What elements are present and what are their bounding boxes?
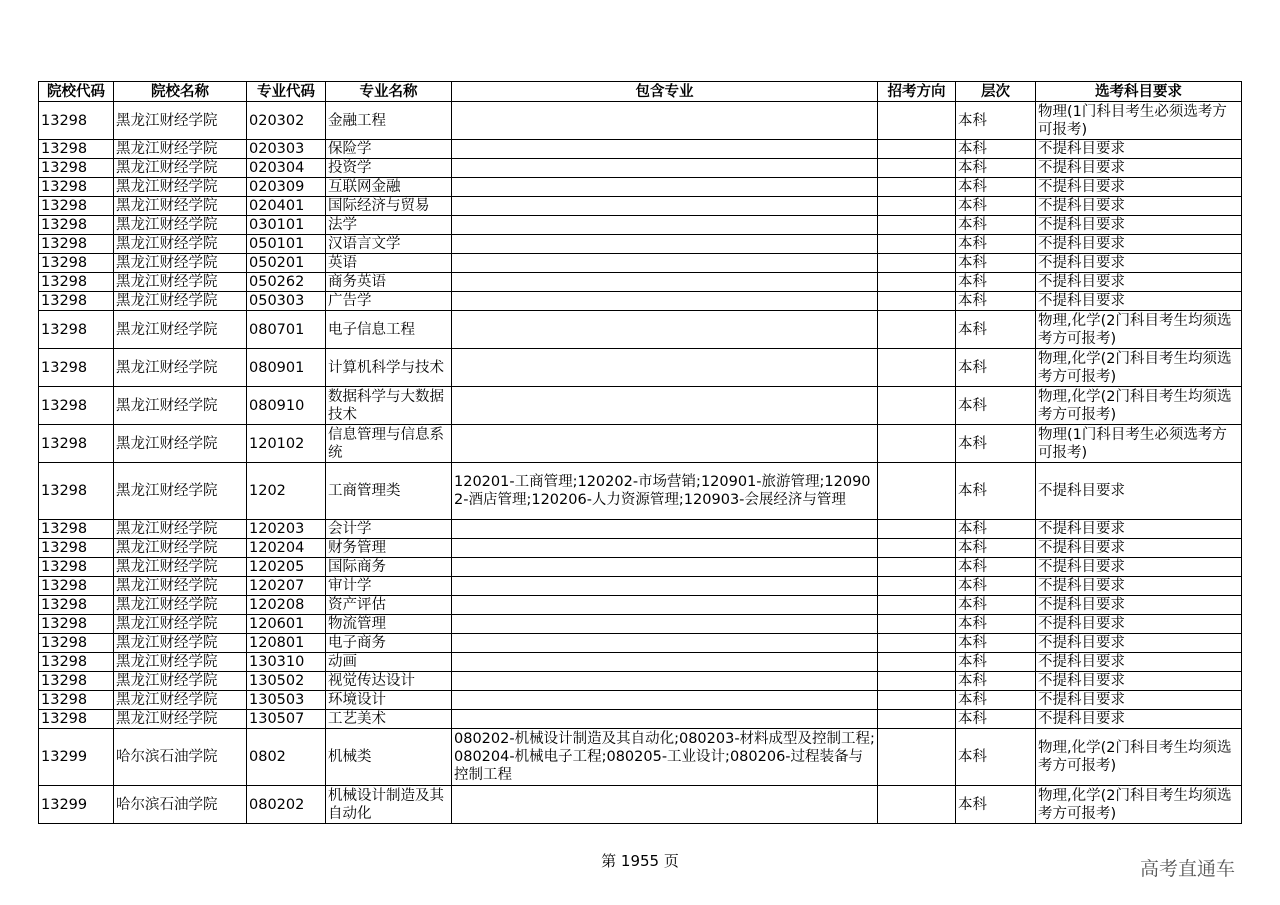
cell-level: 本科 — [956, 634, 1036, 653]
cell-major-name: 投资学 — [326, 159, 452, 178]
cell-included-majors — [452, 672, 878, 691]
cell-major-code: 130502 — [247, 672, 326, 691]
cell-major-name: 互联网金融 — [326, 178, 452, 197]
cell-direction — [878, 311, 956, 349]
cell-subject-requirement: 不提科目要求 — [1036, 273, 1242, 292]
cell-level: 本科 — [956, 577, 1036, 596]
cell-major-name: 信息管理与信息系统 — [326, 425, 452, 463]
cell-school-name: 黑龙江财经学院 — [114, 178, 247, 197]
cell-level: 本科 — [956, 786, 1036, 824]
cell-direction — [878, 159, 956, 178]
header-level: 层次 — [956, 82, 1036, 102]
cell-direction — [878, 235, 956, 254]
cell-major-code: 080202 — [247, 786, 326, 824]
cell-included-majors — [452, 387, 878, 425]
cell-major-name: 保险学 — [326, 140, 452, 159]
cell-subject-requirement: 物理,化学(2门科目考生均须选考方可报考) — [1036, 349, 1242, 387]
table-row — [39, 159, 1242, 178]
table-row — [39, 615, 1242, 634]
table-row — [39, 710, 1242, 729]
cell-major-code: 0802 — [247, 729, 326, 786]
cell-school-name: 黑龙江财经学院 — [114, 273, 247, 292]
cell-school-code: 13298 — [39, 520, 114, 539]
cell-level: 本科 — [956, 596, 1036, 615]
cell-subject-requirement: 不提科目要求 — [1036, 691, 1242, 710]
cell-subject-requirement: 不提科目要求 — [1036, 634, 1242, 653]
table-row — [39, 558, 1242, 577]
table-row — [39, 349, 1242, 387]
cell-included-majors — [452, 596, 878, 615]
cell-included-majors — [452, 349, 878, 387]
cell-level: 本科 — [956, 691, 1036, 710]
cell-level: 本科 — [956, 292, 1036, 311]
table-row — [39, 729, 1242, 786]
table-row — [39, 786, 1242, 824]
cell-included-majors — [452, 691, 878, 710]
cell-major-name: 审计学 — [326, 577, 452, 596]
cell-school-code: 13298 — [39, 254, 114, 273]
cell-school-name: 黑龙江财经学院 — [114, 102, 247, 140]
cell-major-name: 汉语言文学 — [326, 235, 452, 254]
header-subject-requirement: 选考科目要求 — [1036, 82, 1242, 102]
header-direction: 招考方向 — [878, 82, 956, 102]
table-row — [39, 102, 1242, 140]
cell-subject-requirement: 不提科目要求 — [1036, 463, 1242, 520]
table-row — [39, 520, 1242, 539]
cell-direction — [878, 216, 956, 235]
cell-level: 本科 — [956, 615, 1036, 634]
header-major-code: 专业代码 — [247, 82, 326, 102]
cell-direction — [878, 520, 956, 539]
cell-level: 本科 — [956, 178, 1036, 197]
table-row — [39, 577, 1242, 596]
cell-school-code: 13299 — [39, 729, 114, 786]
cell-level: 本科 — [956, 539, 1036, 558]
cell-school-code: 13298 — [39, 140, 114, 159]
cell-direction — [878, 558, 956, 577]
cell-major-code: 120801 — [247, 634, 326, 653]
cell-major-name: 商务英语 — [326, 273, 452, 292]
cell-major-code: 120203 — [247, 520, 326, 539]
cell-included-majors — [452, 615, 878, 634]
cell-major-code: 120102 — [247, 425, 326, 463]
cell-major-code: 130507 — [247, 710, 326, 729]
cell-included-majors — [452, 710, 878, 729]
cell-direction — [878, 577, 956, 596]
table-body — [39, 102, 1242, 824]
cell-included-majors — [452, 178, 878, 197]
cell-level: 本科 — [956, 425, 1036, 463]
cell-level: 本科 — [956, 520, 1036, 539]
cell-included-majors — [452, 273, 878, 292]
cell-school-name: 黑龙江财经学院 — [114, 387, 247, 425]
cell-school-code: 13298 — [39, 691, 114, 710]
header-major-name: 专业名称 — [326, 82, 452, 102]
table-row — [39, 197, 1242, 216]
cell-subject-requirement: 不提科目要求 — [1036, 596, 1242, 615]
page-number: 第 1955 页 — [601, 852, 679, 870]
cell-school-name: 黑龙江财经学院 — [114, 349, 247, 387]
admission-table — [38, 81, 1242, 824]
cell-major-name: 电子信息工程 — [326, 311, 452, 349]
cell-major-code: 050101 — [247, 235, 326, 254]
cell-major-code: 050201 — [247, 254, 326, 273]
cell-major-name: 物流管理 — [326, 615, 452, 634]
table-row — [39, 140, 1242, 159]
cell-level: 本科 — [956, 102, 1036, 140]
cell-subject-requirement: 物理,化学(2门科目考生均须选考方可报考) — [1036, 311, 1242, 349]
cell-major-code: 050262 — [247, 273, 326, 292]
cell-direction — [878, 634, 956, 653]
cell-direction — [878, 140, 956, 159]
cell-direction — [878, 292, 956, 311]
cell-included-majors — [452, 653, 878, 672]
cell-school-code: 13298 — [39, 425, 114, 463]
cell-major-code: 020401 — [247, 197, 326, 216]
table-row — [39, 311, 1242, 349]
cell-major-name: 机械设计制造及其自动化 — [326, 786, 452, 824]
cell-school-code: 13298 — [39, 539, 114, 558]
cell-major-code: 080910 — [247, 387, 326, 425]
cell-school-code: 13298 — [39, 615, 114, 634]
cell-major-code: 020302 — [247, 102, 326, 140]
cell-school-name: 黑龙江财经学院 — [114, 691, 247, 710]
cell-subject-requirement: 不提科目要求 — [1036, 292, 1242, 311]
cell-school-code: 13298 — [39, 672, 114, 691]
cell-school-name: 黑龙江财经学院 — [114, 596, 247, 615]
table-row — [39, 216, 1242, 235]
cell-included-majors — [452, 786, 878, 824]
cell-major-code: 020304 — [247, 159, 326, 178]
cell-subject-requirement: 不提科目要求 — [1036, 520, 1242, 539]
cell-school-code: 13299 — [39, 786, 114, 824]
table-row — [39, 653, 1242, 672]
cell-level: 本科 — [956, 254, 1036, 273]
cell-direction — [878, 672, 956, 691]
cell-level: 本科 — [956, 216, 1036, 235]
cell-major-code: 120208 — [247, 596, 326, 615]
cell-subject-requirement: 不提科目要求 — [1036, 254, 1242, 273]
cell-school-name: 黑龙江财经学院 — [114, 197, 247, 216]
cell-school-name: 黑龙江财经学院 — [114, 463, 247, 520]
cell-major-name: 国际经济与贸易 — [326, 197, 452, 216]
cell-school-name: 哈尔滨石油学院 — [114, 786, 247, 824]
table-row — [39, 596, 1242, 615]
cell-school-code: 13298 — [39, 235, 114, 254]
cell-subject-requirement: 不提科目要求 — [1036, 577, 1242, 596]
cell-school-name: 黑龙江财经学院 — [114, 520, 247, 539]
cell-school-name: 黑龙江财经学院 — [114, 710, 247, 729]
cell-school-code: 13298 — [39, 102, 114, 140]
cell-school-name: 黑龙江财经学院 — [114, 425, 247, 463]
cell-subject-requirement: 不提科目要求 — [1036, 235, 1242, 254]
cell-major-name: 财务管理 — [326, 539, 452, 558]
cell-included-majors — [452, 159, 878, 178]
cell-direction — [878, 463, 956, 520]
cell-level: 本科 — [956, 273, 1036, 292]
cell-major-code: 130503 — [247, 691, 326, 710]
cell-major-code: 120204 — [247, 539, 326, 558]
cell-included-majors — [452, 197, 878, 216]
cell-subject-requirement: 不提科目要求 — [1036, 159, 1242, 178]
cell-subject-requirement: 物理,化学(2门科目考生均须选考方可报考) — [1036, 387, 1242, 425]
cell-level: 本科 — [956, 463, 1036, 520]
table-row — [39, 178, 1242, 197]
cell-subject-requirement: 不提科目要求 — [1036, 197, 1242, 216]
cell-direction — [878, 197, 956, 216]
cell-school-name: 黑龙江财经学院 — [114, 653, 247, 672]
cell-school-code: 13298 — [39, 387, 114, 425]
table-row — [39, 672, 1242, 691]
cell-school-name: 黑龙江财经学院 — [114, 292, 247, 311]
cell-school-code: 13298 — [39, 653, 114, 672]
cell-level: 本科 — [956, 710, 1036, 729]
cell-major-code: 030101 — [247, 216, 326, 235]
table-header-row — [39, 82, 1242, 102]
cell-major-code: 130310 — [247, 653, 326, 672]
cell-major-name: 金融工程 — [326, 102, 452, 140]
cell-major-name: 法学 — [326, 216, 452, 235]
header-school-name: 院校名称 — [114, 82, 247, 102]
header-school-code: 院校代码 — [39, 82, 114, 102]
cell-school-code: 13298 — [39, 159, 114, 178]
cell-direction — [878, 425, 956, 463]
cell-direction — [878, 729, 956, 786]
cell-school-name: 黑龙江财经学院 — [114, 159, 247, 178]
table-row — [39, 425, 1242, 463]
cell-included-majors — [452, 140, 878, 159]
cell-major-code: 050303 — [247, 292, 326, 311]
cell-major-code: 020303 — [247, 140, 326, 159]
cell-school-name: 黑龙江财经学院 — [114, 539, 247, 558]
cell-subject-requirement: 物理,化学(2门科目考生均须选考方可报考) — [1036, 786, 1242, 824]
cell-school-code: 13298 — [39, 710, 114, 729]
cell-school-code: 13298 — [39, 311, 114, 349]
cell-school-name: 黑龙江财经学院 — [114, 216, 247, 235]
cell-direction — [878, 254, 956, 273]
table-row — [39, 273, 1242, 292]
cell-school-name: 黑龙江财经学院 — [114, 672, 247, 691]
cell-school-name: 黑龙江财经学院 — [114, 254, 247, 273]
cell-level: 本科 — [956, 653, 1036, 672]
cell-subject-requirement: 不提科目要求 — [1036, 710, 1242, 729]
cell-major-name: 机械类 — [326, 729, 452, 786]
cell-major-name: 动画 — [326, 653, 452, 672]
cell-direction — [878, 539, 956, 558]
cell-direction — [878, 273, 956, 292]
cell-major-code: 120601 — [247, 615, 326, 634]
cell-school-name: 黑龙江财经学院 — [114, 577, 247, 596]
cell-school-name: 黑龙江财经学院 — [114, 311, 247, 349]
cell-major-code: 020309 — [247, 178, 326, 197]
cell-major-name: 英语 — [326, 254, 452, 273]
cell-subject-requirement: 不提科目要求 — [1036, 216, 1242, 235]
cell-school-name: 哈尔滨石油学院 — [114, 729, 247, 786]
cell-major-code: 080901 — [247, 349, 326, 387]
cell-subject-requirement: 不提科目要求 — [1036, 140, 1242, 159]
cell-school-name: 黑龙江财经学院 — [114, 558, 247, 577]
cell-major-code: 080701 — [247, 311, 326, 349]
cell-subject-requirement: 不提科目要求 — [1036, 539, 1242, 558]
cell-school-code: 13298 — [39, 197, 114, 216]
cell-included-majors — [452, 634, 878, 653]
cell-subject-requirement: 不提科目要求 — [1036, 653, 1242, 672]
table-row — [39, 539, 1242, 558]
cell-included-majors — [452, 425, 878, 463]
cell-level: 本科 — [956, 311, 1036, 349]
cell-direction — [878, 596, 956, 615]
cell-school-name: 黑龙江财经学院 — [114, 140, 247, 159]
watermark: 高考直通车 — [1140, 858, 1236, 880]
cell-school-code: 13298 — [39, 596, 114, 615]
cell-level: 本科 — [956, 558, 1036, 577]
cell-major-name: 资产评估 — [326, 596, 452, 615]
cell-level: 本科 — [956, 159, 1036, 178]
cell-school-code: 13298 — [39, 463, 114, 520]
table-row — [39, 463, 1242, 520]
table-row — [39, 254, 1242, 273]
cell-school-code: 13298 — [39, 178, 114, 197]
cell-subject-requirement: 物理,化学(2门科目考生均须选考方可报考) — [1036, 729, 1242, 786]
cell-major-name: 工商管理类 — [326, 463, 452, 520]
cell-direction — [878, 710, 956, 729]
cell-level: 本科 — [956, 349, 1036, 387]
cell-subject-requirement: 不提科目要求 — [1036, 672, 1242, 691]
header-included-majors: 包含专业 — [452, 82, 878, 102]
cell-included-majors — [452, 539, 878, 558]
cell-major-code: 120205 — [247, 558, 326, 577]
cell-school-code: 13298 — [39, 292, 114, 311]
cell-major-name: 广告学 — [326, 292, 452, 311]
cell-school-code: 13298 — [39, 558, 114, 577]
cell-subject-requirement: 物理(1门科目考生必须选考方可报考) — [1036, 425, 1242, 463]
cell-school-code: 13298 — [39, 634, 114, 653]
cell-direction — [878, 178, 956, 197]
cell-direction — [878, 349, 956, 387]
cell-school-name: 黑龙江财经学院 — [114, 615, 247, 634]
cell-major-code: 120207 — [247, 577, 326, 596]
cell-school-code: 13298 — [39, 349, 114, 387]
cell-subject-requirement: 物理(1门科目考生必须选考方可报考) — [1036, 102, 1242, 140]
cell-major-name: 电子商务 — [326, 634, 452, 653]
cell-level: 本科 — [956, 672, 1036, 691]
cell-school-name: 黑龙江财经学院 — [114, 235, 247, 254]
cell-direction — [878, 387, 956, 425]
cell-level: 本科 — [956, 387, 1036, 425]
table-row — [39, 634, 1242, 653]
cell-included-majors — [452, 577, 878, 596]
cell-major-name: 计算机科学与技术 — [326, 349, 452, 387]
cell-major-name: 视觉传达设计 — [326, 672, 452, 691]
cell-direction — [878, 653, 956, 672]
table-row — [39, 292, 1242, 311]
cell-subject-requirement: 不提科目要求 — [1036, 615, 1242, 634]
table-row — [39, 387, 1242, 425]
cell-level: 本科 — [956, 235, 1036, 254]
cell-direction — [878, 691, 956, 710]
cell-direction — [878, 615, 956, 634]
cell-included-majors — [452, 520, 878, 539]
cell-major-code: 1202 — [247, 463, 326, 520]
cell-level: 本科 — [956, 729, 1036, 786]
cell-school-code: 13298 — [39, 216, 114, 235]
cell-school-code: 13298 — [39, 273, 114, 292]
cell-included-majors — [452, 102, 878, 140]
cell-included-majors — [452, 311, 878, 349]
cell-major-name: 数据科学与大数据技术 — [326, 387, 452, 425]
cell-school-code: 13298 — [39, 577, 114, 596]
cell-major-name: 会计学 — [326, 520, 452, 539]
cell-direction — [878, 786, 956, 824]
cell-included-majors: 120201-工商管理;120202-市场营销;120901-旅游管理;120902-酒店管理;120206-人力资源管理;120903-会展经济与管理 — [452, 463, 878, 520]
cell-major-name: 工艺美术 — [326, 710, 452, 729]
cell-included-majors — [452, 235, 878, 254]
cell-major-name: 环境设计 — [326, 691, 452, 710]
cell-included-majors — [452, 292, 878, 311]
cell-direction — [878, 102, 956, 140]
cell-subject-requirement: 不提科目要求 — [1036, 558, 1242, 577]
table-row — [39, 235, 1242, 254]
cell-included-majors — [452, 216, 878, 235]
cell-included-majors — [452, 254, 878, 273]
cell-subject-requirement: 不提科目要求 — [1036, 178, 1242, 197]
cell-level: 本科 — [956, 140, 1036, 159]
cell-included-majors: 080202-机械设计制造及其自动化;080203-材料成型及控制工程;080204-机械电子工程;080205-工业设计;080206-过程装备与控制工程 — [452, 729, 878, 786]
cell-school-name: 黑龙江财经学院 — [114, 634, 247, 653]
table-row — [39, 691, 1242, 710]
cell-included-majors — [452, 558, 878, 577]
cell-major-name: 国际商务 — [326, 558, 452, 577]
cell-level: 本科 — [956, 197, 1036, 216]
